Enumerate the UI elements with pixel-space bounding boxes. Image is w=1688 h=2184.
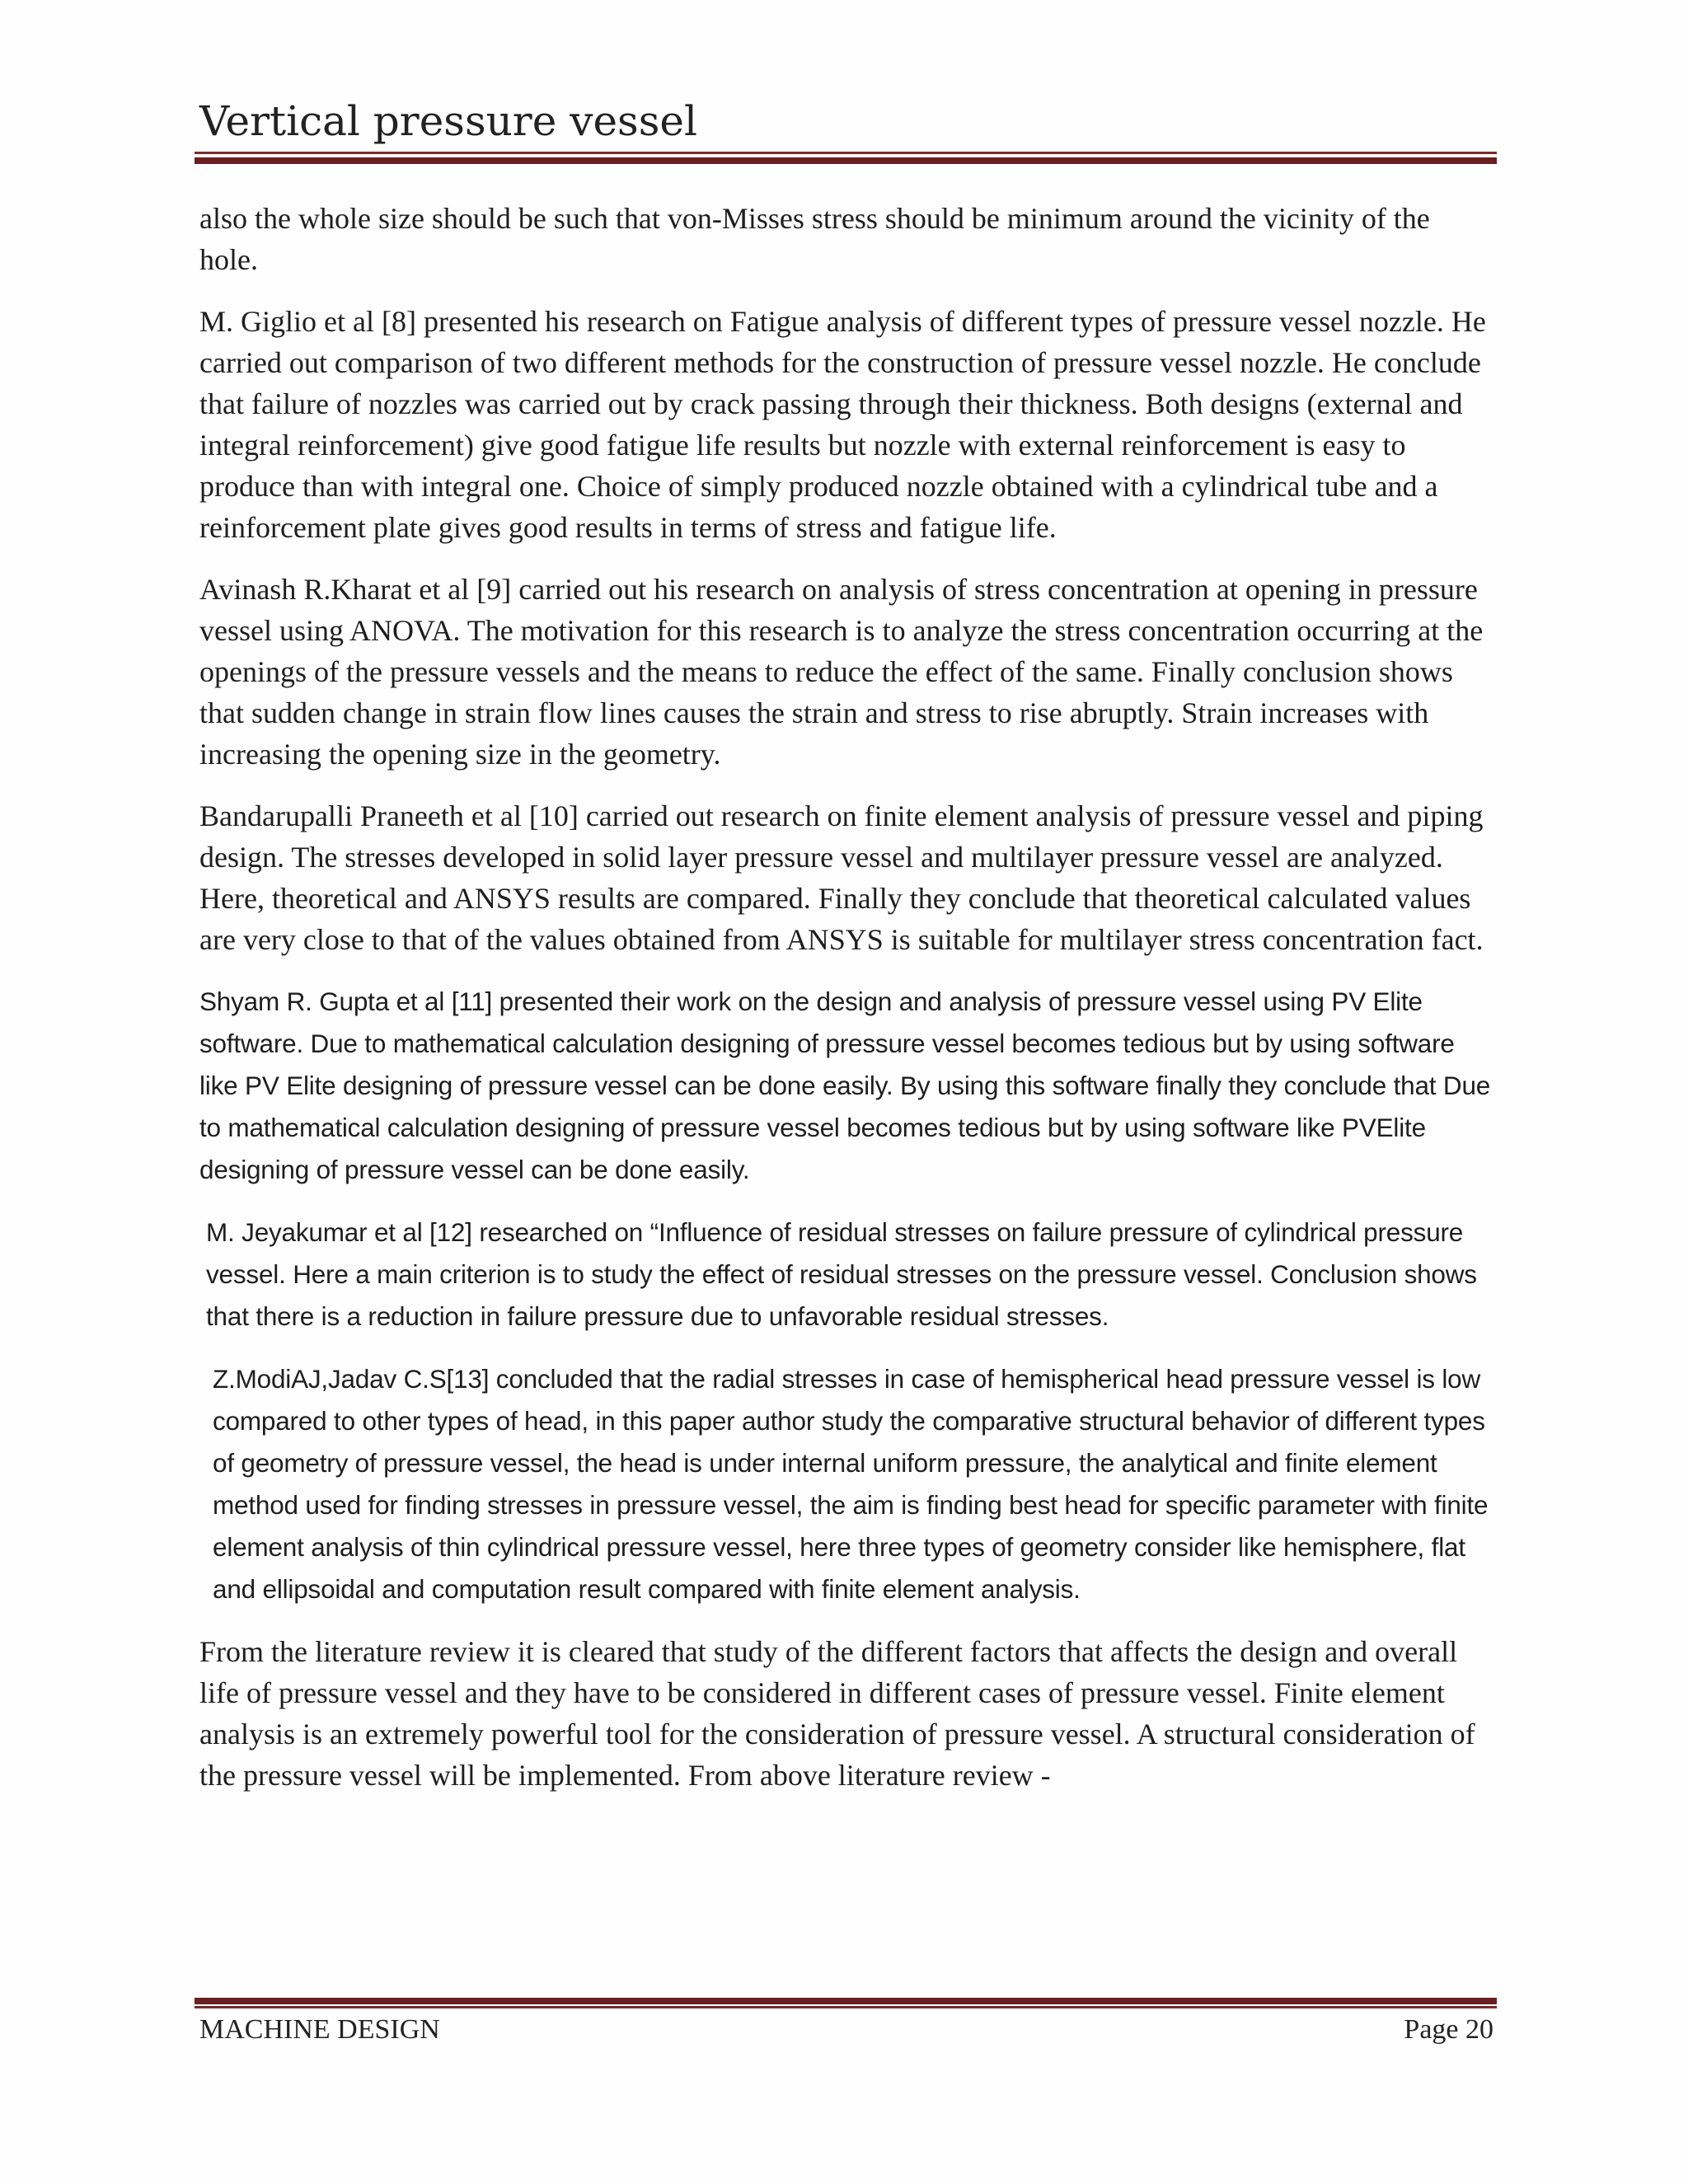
body-text bbox=[199, 198, 1493, 1816]
page-header-title: Vertical pressure vessel bbox=[199, 97, 697, 145]
header-rule-thin bbox=[195, 152, 1497, 154]
paragraph-jeyakumar: M. Jeyakumar et al [12] researched on “Influence of residual stresses on failure pressure of cylindrical pressure vessel. Here a main criterion is to study the effect of residual stresses on the pressure vessel. Conclusion shows that there is a reduction in failure pressure due to unfavorable residual stresses. bbox=[206, 1217, 1477, 1331]
paragraph-praneeth: Bandarupalli Praneeth et al [10] carried out research on finite element analysis of pressure vessel and piping design. The stresses developed in solid layer pressure vessel and multilayer pressure vessel are analyzed. Here, theoretical and ANSYS results are compared. Finally they conclude that theoretical calculated values are very close to that of the values obtained from ANSYS is suitable for multilayer stress concentration fact. bbox=[199, 799, 1484, 956]
paragraph-giglio: M. Giglio et al [8] presented his research on Fatigue analysis of different types of pressure vessel nozzle. He carried out comparison of two different methods for the construction of pressure vessel nozzle. He conclude that failure of nozzles was carried out by crack passing through their thickness. Both designs (external and integral reinforcement) give good fatigue life results but nozzle with external reinforcement is easy to produce than with integral one. Choice of simply produced nozzle obtained with a cylindrical tube and a reinforcement plate gives good results in terms of stress and fatigue life. bbox=[199, 305, 1486, 544]
paragraph-gupta: Shyam R. Gupta et al [11] presented their work on the design and analysis of pressure vessel using PV Elite software. Due to mathematical calculation designing of pressure vessel becomes tedious but by using software like PV Elite designing of pressure vessel can be done easily. By using this software finally they conclude that Due to mathematical calculation designing of pressure vessel becomes tedious but by using software like PVElite designing of pressure vessel can be done easily. bbox=[199, 987, 1491, 1184]
paragraph-continuation: also the whole size should be such that von-Misses stress should be minimum around the vicinity of the hole. bbox=[199, 202, 1430, 276]
paragraph-kharat: Avinash R.Kharat et al [9] carried out his research on analysis of stress concentration at opening in pressure vessel using ANOVA. The motivation for this research is to analyze the stress concentration occurring at the openings of the pressure vessels and the means to reduce the effect of the same. Finally conclusion shows that sudden change in strain flow lines causes the strain and stress to rise abruptly. Strain increases with increasing the opening size in the geometry. bbox=[199, 573, 1484, 771]
header-rule-thick bbox=[195, 157, 1497, 164]
footer-course-title: MACHINE DESIGN bbox=[199, 2014, 440, 2045]
footer-page-number: Page 20 bbox=[1404, 2014, 1493, 2045]
footer-rule-thick bbox=[195, 1998, 1497, 2004]
paragraph-conclusion: From the literature review it is cleared that study of the different factors that affects the design and overall life of pressure vessel and they have to be considered in different cases of pressure vessel. Finite element analysis is an extremely powerful tool for the consideration of pressure vessel. A structural consideration of the pressure vessel will be implemented. From above literature review - bbox=[199, 1635, 1475, 1792]
footer-rule-thin bbox=[195, 2006, 1497, 2008]
paragraph-modi: Z.ModiAJ,Jadav C.S[13] concluded that the radial stresses in case of hemispherical head pressure vessel is low compared to other types of head, in this paper author study the comparative structural behavior of different types of geometry of pressure vessel, the head is under internal uniform pressure, the analytical and finite element method used for finding stresses in pressure vessel, the aim is finding best head for specific parameter with finite element analysis of thin cylindrical pressure vessel, here three types of geometry consider like hemisphere, flat and ellipsoidal and computation result compared with finite element analysis. bbox=[213, 1364, 1489, 1604]
